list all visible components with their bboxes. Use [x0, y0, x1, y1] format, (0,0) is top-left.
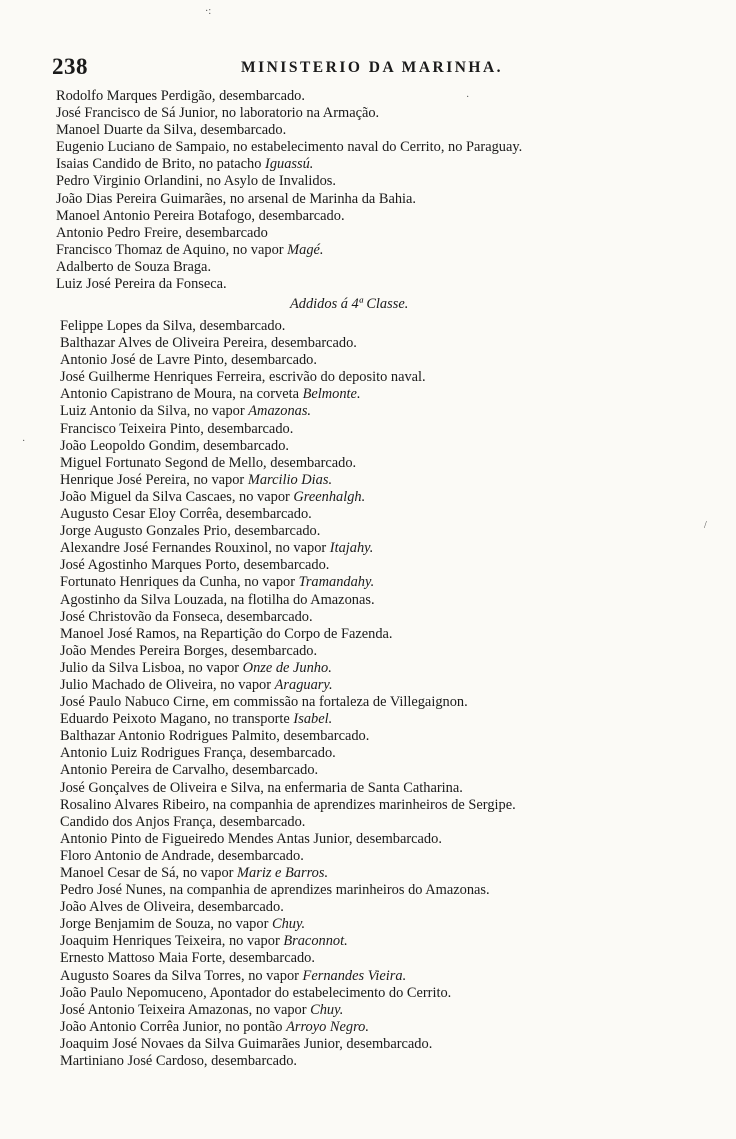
- entry-name: Manoel José Ramos,: [60, 625, 184, 642]
- entry-name: Augusto Cesar Eloy Corrêa,: [60, 506, 226, 523]
- list-item: [60, 386, 700, 403]
- list-item: [56, 122, 696, 139]
- running-head-title: MINISTERIO DA MARINHA.: [240, 59, 504, 76]
- entry-name: Julio Machado de Oliveira,: [60, 676, 221, 693]
- entry-vessel: Mariz e Barros.: [237, 865, 329, 881]
- entry-detail: no vapor: [248, 967, 303, 984]
- list-item: [60, 643, 700, 660]
- list-item: [60, 626, 700, 643]
- entry-name: Agostinho da Silva Louzada,: [60, 591, 231, 608]
- list-item: [60, 523, 700, 540]
- entry-detail: na companhia de aprendizes marinheiros do Amazonas.: [169, 882, 490, 899]
- list-item: [56, 88, 696, 105]
- list-item: [60, 369, 700, 386]
- entry-vessel: Chuy.: [271, 916, 306, 933]
- list-item: [60, 1019, 700, 1036]
- entry-name: Antonio Luiz Rodrigues França,: [60, 745, 250, 762]
- entry-detail: desembarcado.: [243, 557, 330, 574]
- entry-name: Isaias Candido de Brito,: [56, 156, 199, 173]
- entry-detail: Apontador do estabelecimento do Cerrito.: [209, 984, 452, 1001]
- list-item: [56, 242, 696, 259]
- list-item: [60, 882, 700, 899]
- entry-detail: desembarcado.: [226, 608, 313, 625]
- entry-name: Manoel Antonio Pereira Botafogo,: [56, 207, 259, 224]
- entry-name: Ernesto Mattoso Maia Forte,: [60, 950, 230, 967]
- list-item: [60, 762, 700, 779]
- entry-name: Miguel Fortunato Segond de Mello,: [60, 454, 271, 471]
- entry-vessel: Magé.: [287, 241, 324, 258]
- entry-detail: desembarcado.: [234, 523, 321, 540]
- entry-name: Balthazar Alves de Oliveira Pereira,: [60, 335, 271, 352]
- entry-detail: no Asylo de Invalidos.: [206, 173, 337, 190]
- list-item: [60, 472, 700, 489]
- list-item: [60, 848, 700, 865]
- list-item: [60, 1036, 700, 1053]
- entry-name: João Mendes Pereira Borges,: [60, 642, 232, 659]
- entry-name: Martiniano José Cardoso,: [60, 1053, 212, 1070]
- entry-name: Henrique José Pereira,: [60, 471, 194, 488]
- list-item: [60, 916, 700, 933]
- entry-list-top: [56, 88, 696, 293]
- entry-detail: na corveta: [239, 386, 303, 403]
- entry-detail: em commissão na fortaleza de Villegaignon.: [212, 694, 468, 711]
- entry-detail: desembarcado.: [211, 1053, 297, 1070]
- entry-name: Luiz Antonio da Silva,: [60, 403, 194, 420]
- list-item: [60, 592, 700, 609]
- entry-detail: desembarcado.: [207, 420, 294, 437]
- list-item: [60, 1053, 700, 1070]
- entry-detail: desembarcado.: [231, 642, 318, 659]
- list-item: [60, 335, 700, 352]
- entry-detail: desembarcado.: [229, 950, 315, 967]
- entry-detail: no vapor: [228, 933, 284, 950]
- list-item: [56, 105, 696, 122]
- entry-detail: desembarcado.: [217, 847, 304, 864]
- entry-name: Manoel Cesar de Sá,: [60, 865, 183, 881]
- entry-name: Eduardo Peixoto Magano,: [60, 711, 215, 728]
- entry-name: José Gonçalves de Oliveira e Silva,: [60, 779, 268, 796]
- entry-name: Julio da Silva Lisboa,: [60, 659, 189, 676]
- entry-name: Manoel Duarte da Silva,: [56, 122, 201, 139]
- entry-name: Floro Antonio de Andrade,: [60, 847, 218, 864]
- list-item: [56, 156, 696, 173]
- entry-detail: desembarcado.: [231, 352, 317, 369]
- entry-name: João Dias Pereira Guimarães,: [56, 190, 230, 207]
- entry-detail: no vapor: [182, 865, 238, 881]
- list-item: [60, 694, 700, 711]
- entry-vessel: Araguary.: [274, 676, 333, 693]
- entry-name: José Agostinho Marques Porto,: [60, 557, 244, 574]
- list-item: [60, 438, 700, 455]
- list-item: [60, 933, 700, 950]
- entry-detail: desembarcado.: [197, 899, 284, 916]
- entry-name: Jorge Benjamim de Souza,: [60, 916, 218, 933]
- entry-detail: na flotilha do Amazonas.: [230, 591, 375, 608]
- entry-name: Fortunato Henriques da Cunha,: [60, 574, 245, 591]
- entry-name: Augusto Soares da Silva Torres,: [60, 967, 249, 984]
- entry-detail: no arsenal de Marinha da Bahia.: [229, 190, 417, 207]
- list-item: [60, 660, 700, 677]
- entry-vessel: Tramandahy.: [298, 574, 375, 591]
- list-item: [60, 780, 700, 797]
- list-item: [60, 797, 700, 814]
- entry-detail: no vapor: [239, 488, 294, 505]
- entry-detail: no patacho: [198, 156, 266, 173]
- list-item: [60, 677, 700, 694]
- entry-detail: no pontão: [225, 1018, 287, 1035]
- entry-name: José Antonio Teixeira Amazonas,: [60, 1001, 256, 1018]
- entry-name: Adalberto de Souza Braga.: [56, 258, 212, 275]
- list-item: [60, 711, 700, 728]
- entry-vessel: Onze de Junho.: [242, 659, 332, 676]
- entry-name: Francisco Thomaz de Aquino,: [56, 241, 233, 258]
- list-item: [56, 191, 696, 208]
- entry-name: Francisco Teixeira Pinto,: [60, 420, 208, 437]
- entry-vessel: Belmonte.: [302, 386, 361, 403]
- list-item: [60, 352, 700, 369]
- entry-detail: desembarcado.: [200, 122, 287, 139]
- entry-name: Pedro Virginio Orlandini,: [56, 173, 207, 190]
- list-item: [56, 225, 696, 242]
- entry-detail: no estabelecimento naval do Cerrito, no Paraguay.: [233, 139, 523, 156]
- list-item: [60, 455, 700, 472]
- entry-name: Rosalino Alvares Ribeiro,: [60, 796, 213, 813]
- print-speck: ·:: [205, 6, 212, 17]
- entry-vessel: Isabel.: [293, 711, 333, 728]
- entry-name: Alexandre José Fernandes Rouxinol,: [60, 540, 276, 557]
- entry-vessel: Greenhalgh.: [293, 488, 366, 505]
- entry-detail: no vapor: [217, 916, 272, 933]
- entry-detail: no vapor: [220, 676, 275, 693]
- list-item: [60, 557, 700, 574]
- list-item: [60, 421, 700, 438]
- entry-detail: desembarcado.: [203, 437, 289, 454]
- entry-detail: na Repartição do Corpo de Fazenda.: [183, 625, 393, 642]
- entry-name: Rodolfo Marques Perdigão,: [56, 88, 220, 104]
- entry-detail: no vapor: [188, 659, 243, 676]
- entry-name: Antonio Pinto de Figueiredo Mendes Antas Junior,: [60, 830, 357, 847]
- entry-detail: desembarcado.: [225, 506, 312, 523]
- entry-vessel: Chuy.: [310, 1001, 344, 1018]
- entry-detail: desembarcado.: [258, 207, 345, 224]
- list-item: [56, 173, 696, 190]
- entry-name: Antonio Capistrano de Moura,: [60, 386, 240, 403]
- section-heading: Addidos á 4ª Classe.: [290, 296, 409, 312]
- entry-name: José Paulo Nabuco Cirne,: [60, 694, 213, 711]
- list-item: [60, 728, 700, 745]
- entry-detail: desembarcado: [185, 224, 268, 241]
- entry-detail: na companhia de aprendizes marinheiros de Sergipe.: [212, 796, 516, 813]
- entry-detail: desembarcado.: [346, 1035, 433, 1052]
- entry-name: Felippe Lopes da Silva,: [60, 318, 200, 334]
- list-item: [60, 985, 700, 1002]
- entry-detail: no transporte: [214, 711, 294, 728]
- entry-detail: desembarcado.: [219, 813, 306, 830]
- entry-detail: no vapor: [255, 1001, 311, 1018]
- list-item: [60, 609, 700, 626]
- list-item: [60, 574, 700, 591]
- entry-vessel: Marcilio Dias.: [247, 471, 333, 488]
- entry-name: José Christovão da Fonseca,: [60, 608, 227, 625]
- list-item: [60, 1002, 700, 1019]
- entry-detail: desembarcado.: [270, 335, 357, 352]
- list-item: [56, 276, 696, 293]
- entry-detail: desembarcado.: [356, 830, 442, 847]
- entry-detail: no vapor: [275, 540, 330, 557]
- entry-list-addidos: [60, 318, 700, 1070]
- entry-name: Antonio José de Lavre Pinto,: [60, 352, 232, 369]
- entry-name: João Miguel da Silva Cascaes,: [60, 488, 240, 505]
- entry-name: João Paulo Nepomuceno,: [60, 984, 210, 1001]
- page-number: 238: [52, 54, 88, 79]
- list-item: [60, 745, 700, 762]
- entry-detail: desembarcado.: [283, 728, 370, 745]
- print-speck: ·: [466, 92, 470, 103]
- entry-detail: no vapor: [193, 403, 249, 420]
- entry-name: Antonio Pedro Freire,: [56, 224, 186, 241]
- entry-name: Luiz José Pereira da Fonseca.: [56, 276, 227, 293]
- entry-detail: desembarcado.: [219, 88, 305, 104]
- entry-name: Antonio Pereira de Carvalho,: [60, 762, 233, 779]
- entry-vessel: Arroyo Negro.: [286, 1018, 369, 1035]
- entry-detail: no vapor: [244, 574, 299, 591]
- entry-vessel: Amazonas.: [248, 403, 312, 420]
- entry-name: Joaquim José Novaes da Silva Guimarães Junior,: [60, 1035, 347, 1052]
- list-item: [56, 139, 696, 156]
- list-item: [60, 403, 700, 420]
- entry-detail: no vapor: [232, 241, 288, 258]
- list-item: [60, 865, 700, 882]
- list-item: [60, 950, 700, 967]
- entry-detail: na enfermaria de Santa Catharina.: [267, 779, 463, 796]
- entry-name: José Guilherme Henriques Ferreira,: [60, 369, 269, 386]
- entry-detail: desembarcado.: [270, 454, 357, 471]
- entry-vessel: Iguassú.: [265, 156, 314, 173]
- entry-name: Pedro José Nunes,: [60, 882, 170, 899]
- entry-detail: no vapor: [193, 471, 248, 488]
- entry-name: Joaquim Henriques Teixeira,: [60, 933, 229, 950]
- list-item: [56, 259, 696, 276]
- entry-vessel: Braconnot.: [283, 933, 348, 950]
- entry-name: João Leopoldo Gondim,: [60, 437, 204, 454]
- entry-name: Balthazar Antonio Rodrigues Palmito,: [60, 728, 284, 745]
- list-item: [60, 318, 700, 335]
- print-speck: /: [704, 520, 707, 531]
- list-item: [60, 814, 700, 831]
- list-item: [60, 968, 700, 985]
- entry-vessel: Fernandes Vieira.: [302, 967, 407, 984]
- list-item: [60, 540, 700, 557]
- list-item: [60, 831, 700, 848]
- entry-name: José Francisco de Sá Junior,: [56, 105, 222, 122]
- entry-detail: desembarcado.: [199, 318, 286, 334]
- entry-detail: escrivão do deposito naval.: [269, 369, 426, 386]
- entry-name: Eugenio Luciano de Sampaio,: [56, 139, 234, 156]
- list-item: [60, 899, 700, 916]
- print-speck: ·: [22, 436, 26, 447]
- entry-vessel: Itajahy.: [329, 540, 374, 557]
- list-item: [56, 208, 696, 225]
- list-item: [60, 489, 700, 506]
- list-item: [60, 506, 700, 523]
- entry-name: Candido dos Anjos França,: [60, 813, 220, 830]
- entry-detail: no laboratorio na Armação.: [221, 105, 380, 122]
- entry-name: Jorge Augusto Gonzales Prio,: [60, 523, 235, 540]
- entry-detail: desembarcado.: [232, 762, 319, 779]
- entry-name: João Alves de Oliveira,: [60, 899, 198, 916]
- entry-detail: desembarcado.: [249, 745, 336, 762]
- entry-name: João Antonio Corrêa Junior,: [60, 1018, 226, 1035]
- page-header: [52, 54, 692, 82]
